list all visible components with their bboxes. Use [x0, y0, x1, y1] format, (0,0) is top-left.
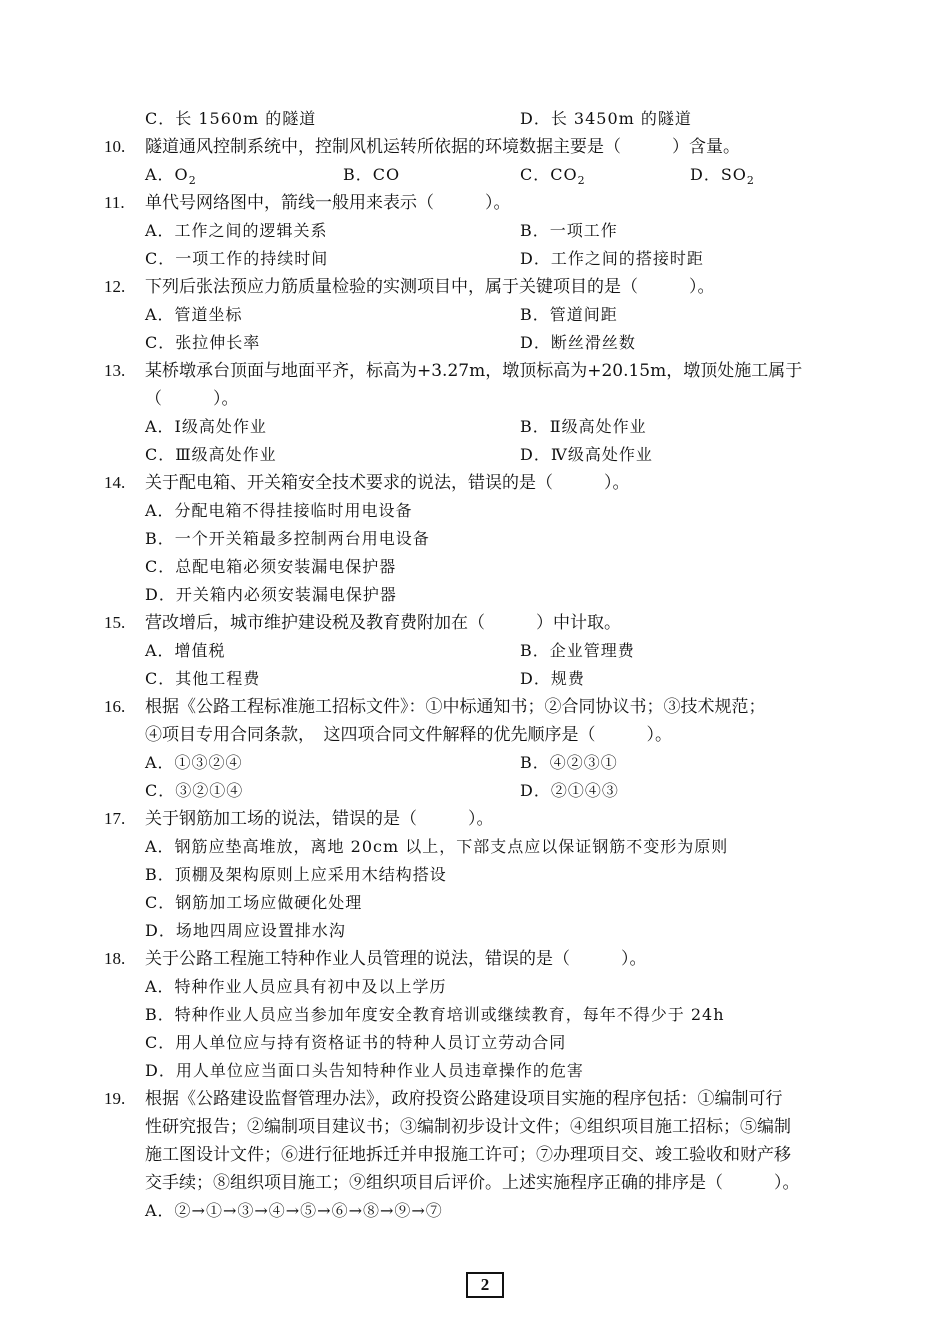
question-19-text-line1: 根据《公路建设监督管理办法》，政府投资公路建设项目实施的程序包括：①编制可行 — [145, 1089, 783, 1109]
question-14-number: 14. — [104, 473, 126, 492]
option-15a: A．增值税 — [145, 641, 226, 660]
option-14d: D．开关箱内必须安装漏电保护器 — [145, 585, 397, 604]
question-12-number: 12. — [104, 277, 126, 296]
option-15d: D．规费 — [520, 669, 585, 688]
question-10-number: 10. — [104, 137, 126, 156]
question-16-text-line1: 根据《公路工程标准施工招标文件》：①中标通知书；②合同协议书；③技术规范； — [145, 697, 766, 717]
option-9d: D．长 3450m 的隧道 — [520, 109, 692, 128]
question-11-number: 11. — [104, 193, 125, 212]
question-18-number: 18. — [104, 949, 126, 968]
option-11a: A．工作之间的逻辑关系 — [145, 221, 328, 240]
page-number: 2 — [466, 1272, 504, 1298]
option-12c: C．张拉伸长率 — [145, 333, 261, 352]
option-14c: C．总配电箱必须安装漏电保护器 — [145, 557, 397, 576]
option-10a-subscript: 2 — [188, 174, 197, 188]
option-18b: B．特种作业人员应当参加年度安全教育培训或继续教育，每年不得少于 24h — [145, 1005, 725, 1024]
option-15c: C．其他工程费 — [145, 669, 261, 688]
option-9c: C．长 1560m 的隧道 — [145, 109, 317, 128]
question-16-text-line2: ④项目专用合同条款， 这四项合同文件解释的优先顺序是（ ）。 — [145, 725, 672, 745]
option-18c: C．用人单位应与持有资格证书的特种人员订立劳动合同 — [145, 1033, 567, 1052]
question-13-number: 13. — [104, 361, 126, 380]
question-12-text: 下列后张法预应力筋质量检验的实测项目中，属于关键项目的是（ ）。 — [145, 277, 715, 297]
option-11c: C．一项工作的持续时间 — [145, 249, 329, 268]
option-17a: A．钢筋应垫高堆放，离地 20cm 以上，下部支点应以保证钢筋不变形为原则 — [145, 837, 729, 856]
question-16-number: 16. — [104, 697, 126, 716]
option-16d: D．②①④③ — [520, 781, 619, 800]
option-10c-subscript: 2 — [577, 174, 586, 188]
option-10d-subscript: 2 — [746, 174, 755, 188]
option-10d-text: D．SO — [690, 165, 747, 184]
question-19-text-line2: 性研究报告；②编制项目建议书；③编制初步设计文件；④组织项目施工招标；⑤编制 — [145, 1117, 791, 1137]
option-13c: C．Ⅲ级高处作业 — [145, 445, 277, 464]
option-11b: B．一项工作 — [520, 221, 618, 240]
question-11-text: 单代号网络图中，箭线一般用来表示（ ）。 — [145, 193, 511, 213]
option-14a: A．分配电箱不得挂接临时用电设备 — [145, 501, 413, 520]
question-18-text: 关于公路工程施工特种作业人员管理的说法，错误的是（ ）。 — [145, 949, 647, 969]
option-19a: A．②→①→③→④→⑤→⑥→⑧→⑨→⑦ — [145, 1201, 443, 1220]
option-17c: C．钢筋加工场应做硬化处理 — [145, 893, 363, 912]
option-12d: D．断丝滑丝数 — [520, 333, 636, 352]
question-14-text: 关于配电箱、开关箱安全技术要求的说法，错误的是（ ）。 — [145, 473, 630, 493]
question-13-text-line2: （ ）。 — [145, 389, 239, 409]
option-16b: B．④②③① — [520, 753, 618, 772]
option-10b: B．CO — [343, 165, 401, 184]
option-15b: B．企业管理费 — [520, 641, 635, 660]
option-10a-text: A．O — [145, 165, 189, 184]
option-13b: B．Ⅱ级高处作业 — [520, 417, 647, 436]
question-19-text-line4: 交手续；⑧组织项目施工；⑨组织项目后评价。上述实施程序正确的排序是（ ）。 — [145, 1173, 800, 1193]
option-14b: B．一个开关箱最多控制两台用电设备 — [145, 529, 430, 548]
option-10c-text: C．CO — [520, 165, 578, 184]
question-19-number: 19. — [104, 1089, 126, 1108]
question-10-text: 隧道通风控制系统中，控制风机运转所依据的环境数据主要是（ ）含量。 — [145, 137, 740, 157]
option-18d: D．用人单位应当面口头告知特种作业人员违章操作的危害 — [145, 1061, 584, 1080]
option-17b: B．顶棚及架构原则上应采用木结构搭设 — [145, 865, 447, 884]
option-18a: A．特种作业人员应具有初中及以上学历 — [145, 977, 447, 996]
question-15-number: 15. — [104, 613, 126, 632]
option-17d: D．场地四周应设置排水沟 — [145, 921, 346, 940]
question-19-text-line3: 施工图设计文件；⑥进行征地拆迁并申报施工许可；⑦办理项目交、竣工验收和财产移 — [145, 1145, 791, 1165]
question-17-number: 17. — [104, 809, 126, 828]
option-12a: A．管道坐标 — [145, 305, 243, 324]
option-11d: D．工作之间的搭接时距 — [520, 249, 704, 268]
option-13a: A．Ⅰ级高处作业 — [145, 417, 267, 436]
option-13d: D．Ⅳ级高处作业 — [520, 445, 653, 464]
option-16a: A．①③②④ — [145, 753, 243, 772]
option-12b: B．管道间距 — [520, 305, 618, 324]
question-13-text-line1: 某桥墩承台顶面与地面平齐，标高为+3.27m，墩顶标高为+20.15m，墩顶处施工属于 — [145, 361, 803, 381]
option-16c: C．③②①④ — [145, 781, 244, 800]
question-15-text: 营改增后，城市维护建设税及教育费附加在（ ）中计取。 — [145, 613, 621, 633]
question-17-text: 关于钢筋加工场的说法，错误的是（ ）。 — [145, 809, 494, 829]
